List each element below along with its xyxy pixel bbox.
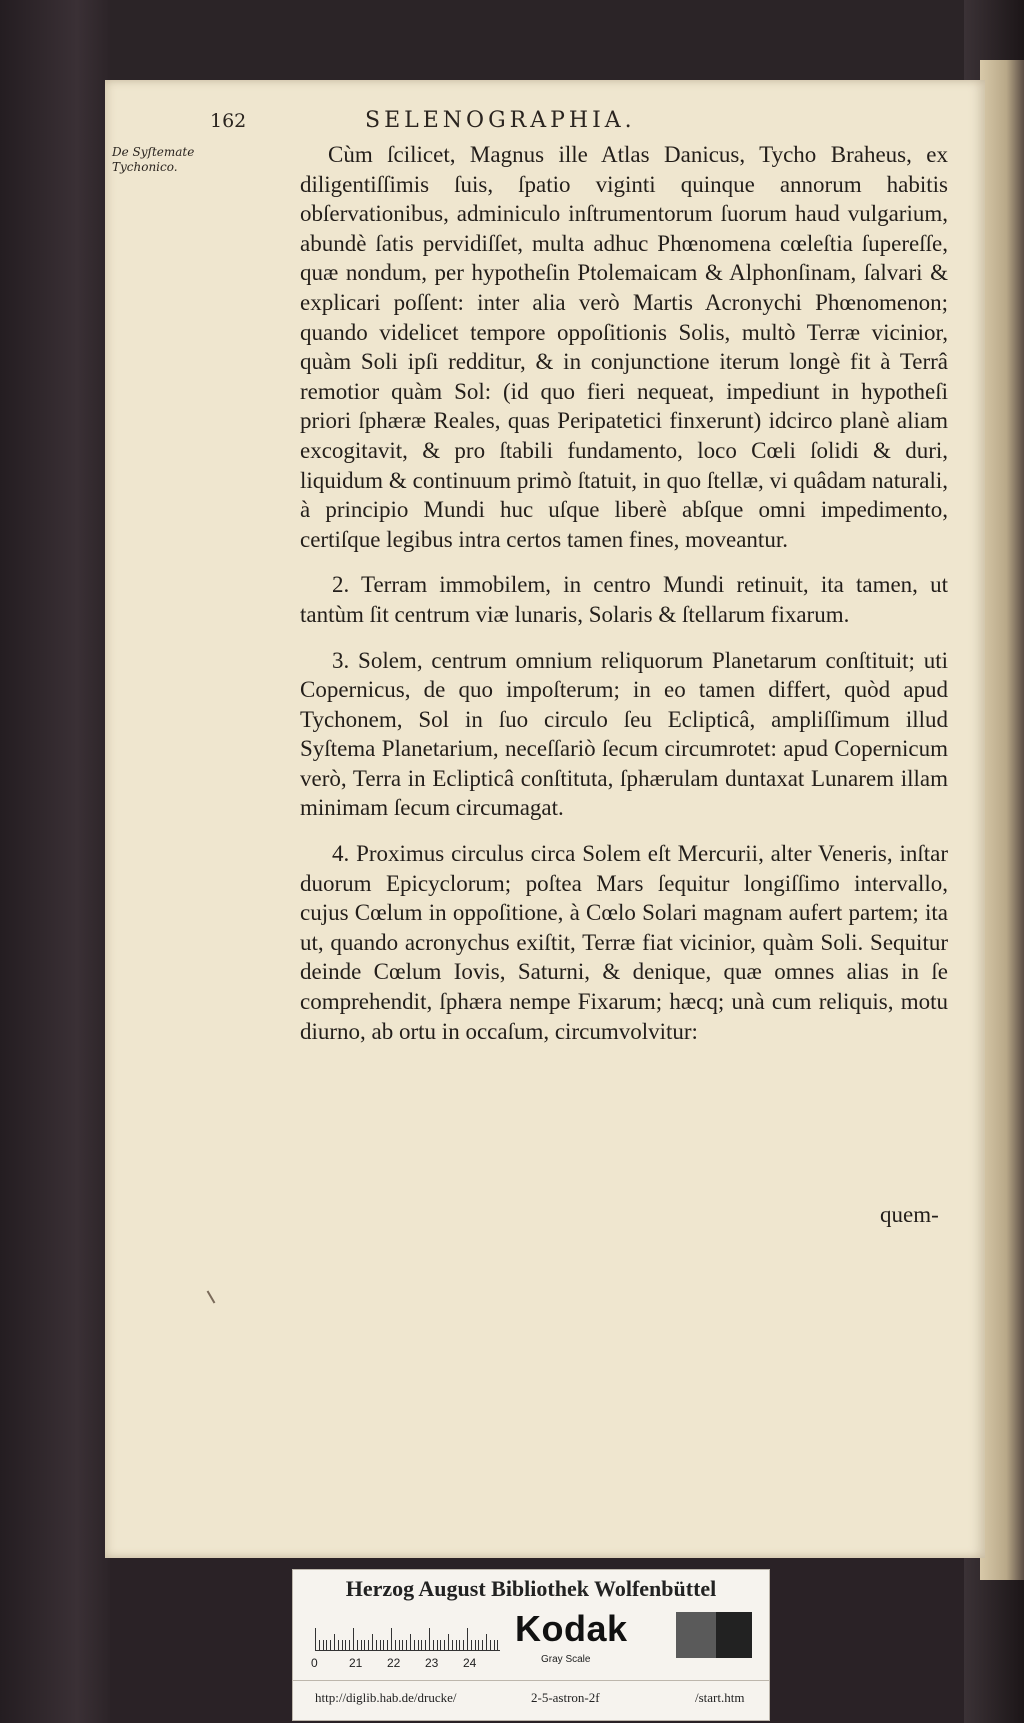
ruler-tick [444, 1640, 445, 1650]
gray-patch [676, 1612, 716, 1658]
ruler-tick [395, 1640, 396, 1650]
ruler-tick [376, 1640, 377, 1650]
scale-number: 24 [463, 1656, 477, 1670]
paragraph-2: 2. Terram immobilem, in centro Mundi retinuit, ita tamen, ut tantùm ſit centrum viæ lunaris, Solaris & ſtellarum fixarum. [300, 572, 948, 627]
ruler-tick [475, 1640, 476, 1650]
ruler-tick [402, 1640, 403, 1650]
page-number: 162 [210, 110, 247, 132]
ruler-scale [315, 1610, 500, 1651]
body-text [300, 140, 948, 1062]
margin-note-line: De Syſtemate [112, 145, 195, 159]
ruler-tick [490, 1640, 491, 1650]
catchword: quem- [880, 1202, 939, 1227]
ruler-tick [338, 1640, 339, 1650]
shelfmark: 2-5-astron-2f [531, 1690, 600, 1705]
url-suffix: /start.htm [695, 1690, 745, 1705]
background-left [0, 0, 110, 1723]
ruler-tick [380, 1640, 381, 1650]
ruler-tick [452, 1640, 453, 1650]
ruler-tick [364, 1640, 365, 1650]
ruler-tick [421, 1640, 422, 1650]
margin-note [112, 145, 202, 175]
ruler-tick [478, 1640, 479, 1650]
black-patch [716, 1612, 752, 1658]
library-label [292, 1569, 770, 1721]
ruler-tick [494, 1640, 495, 1650]
paragraph-4: 4. Proximus circulus circa Solem eſt Mercurii, alter Veneris, inſtar duorum Epicyclorum; poſtea Mars ſequitur longiſſimo intervallo, cujus Cœlum in oppoſitione, à Cœlo Solari magnam aufert partem; ita ut, quando acronychus exiſtit, Terræ fiat vicinior, quàm Soli. Sequitur deinde Cœlum Iovis, Saturni, & denique, quæ omnes alias in ſe comprehendit, ſphæra nempe Fixarum; hæcq; unà cum reliquis, motu diurno, ab ortu in occaſum, circumvolvitur: [300, 841, 948, 1044]
ruler-tick [353, 1628, 354, 1650]
ruler-tick [414, 1640, 415, 1650]
ruler-tick [372, 1634, 373, 1650]
ruler-tick [448, 1634, 449, 1650]
ruler-tick [399, 1640, 400, 1650]
ruler-tick [391, 1628, 392, 1650]
ruler-tick [456, 1640, 457, 1650]
background-top [0, 0, 1024, 80]
ruler-tick [410, 1634, 411, 1650]
scale-number: 21 [349, 1656, 363, 1670]
ruler-tick [463, 1640, 464, 1650]
ruler-tick [406, 1640, 407, 1650]
ruler-tick [315, 1628, 316, 1650]
ruler-tick [361, 1640, 362, 1650]
ruler-tick [342, 1640, 343, 1650]
ruler-tick [319, 1640, 320, 1650]
ruler-tick [437, 1640, 438, 1650]
paragraph-1: Cùm ſcilicet, Magnus ille Atlas Danicus, Tycho Braheus, ex diligentiſſimis ſuis, ſpatio viginti quinque annorum habitis obſervationibus, adminiculo inſtrumentorum ſuorum haud vulgarium, abundè ſatis pervidiſſet, multa adhuc Phœnomena cœleſtia ſupereſſe, quæ nondum, per hypotheſin Ptolemaicam & Alphonſinam, ſalvari & explicari poſſent: inter alia verò Martis Acronychi Phœnomenon; quando videlicet tempore oppoſitionis Solis, multò Terræ vicinior, quàm Soli ipſi redditur, & in conjunctione iterum longè fit à Terrâ remotior quàm Sol: (id quo fieri nequeat, impediunt in hypotheſi priori ſphæræ Reales, quas Peripatetici finxerunt) idcirco planè aliam excogitavit, & pro ſtabili fundamento, loco Cœli ſolidi & duri, liquidum & continuum primò ſtatuit, in quo ſtellæ, vi quâdam naturali, à principio Mundi huc uſque liberè abſque omni impedimento, certiſque legibus intra certos tamen fines, moveantur. [300, 142, 948, 552]
page-header [210, 108, 940, 138]
ruler-tick [486, 1634, 487, 1650]
scale-number: 0 [311, 1656, 318, 1670]
ruler-tick [349, 1640, 350, 1650]
ruler-tick [433, 1640, 434, 1650]
scale-number: 22 [387, 1656, 401, 1670]
ruler-tick [334, 1634, 335, 1650]
ruler-tick [383, 1640, 384, 1650]
ruler-tick [330, 1640, 331, 1650]
ruler-tick [459, 1640, 460, 1650]
ruler-tick [323, 1640, 324, 1650]
ruler-tick [418, 1640, 419, 1650]
ruler-tick [471, 1640, 472, 1650]
ruler-tick [368, 1640, 369, 1650]
paragraph-3: 3. Solem, centrum omnium reliquorum Planetarum conſtituit; uti Copernicus, de quo impoſterum; in eo tamen differt, quòd apud Tychonem, Sol in ſuo circulo ſeu Eclipticâ, ampliſſimum illud Syſtema Planetarium, neceſſariò ſecum circumrotet: apud Copernicum verò, Terra in Eclipticâ conſtituta, ſphærulam duntaxat Lunarem illam minimam ſecum circumagat. [300, 647, 948, 821]
kodak-logo: Kodak [515, 1608, 628, 1649]
ruler-tick [497, 1640, 498, 1650]
ruler-tick [387, 1640, 388, 1650]
ruler-tick [357, 1640, 358, 1650]
margin-note-line: Tychonico. [112, 160, 178, 174]
gray-scale-caption: Gray Scale [541, 1654, 591, 1665]
ruler-tick [440, 1640, 441, 1650]
ruler-tick [429, 1628, 430, 1650]
ruler-tick [467, 1628, 468, 1650]
ruler-tick [482, 1640, 483, 1650]
library-name: Herzog August Bibliothek Wolfenbüttel [345, 1576, 717, 1601]
ruler-tick [345, 1640, 346, 1650]
url-prefix: http://diglib.hab.de/drucke/ [315, 1690, 457, 1705]
ruler-tick [425, 1640, 426, 1650]
neighbor-page-edge [980, 60, 1024, 1580]
scale-number: 23 [425, 1656, 439, 1670]
ruler-tick [326, 1640, 327, 1650]
label-divider [293, 1680, 769, 1681]
running-title: SELENOGRAPHIA. [365, 108, 636, 133]
